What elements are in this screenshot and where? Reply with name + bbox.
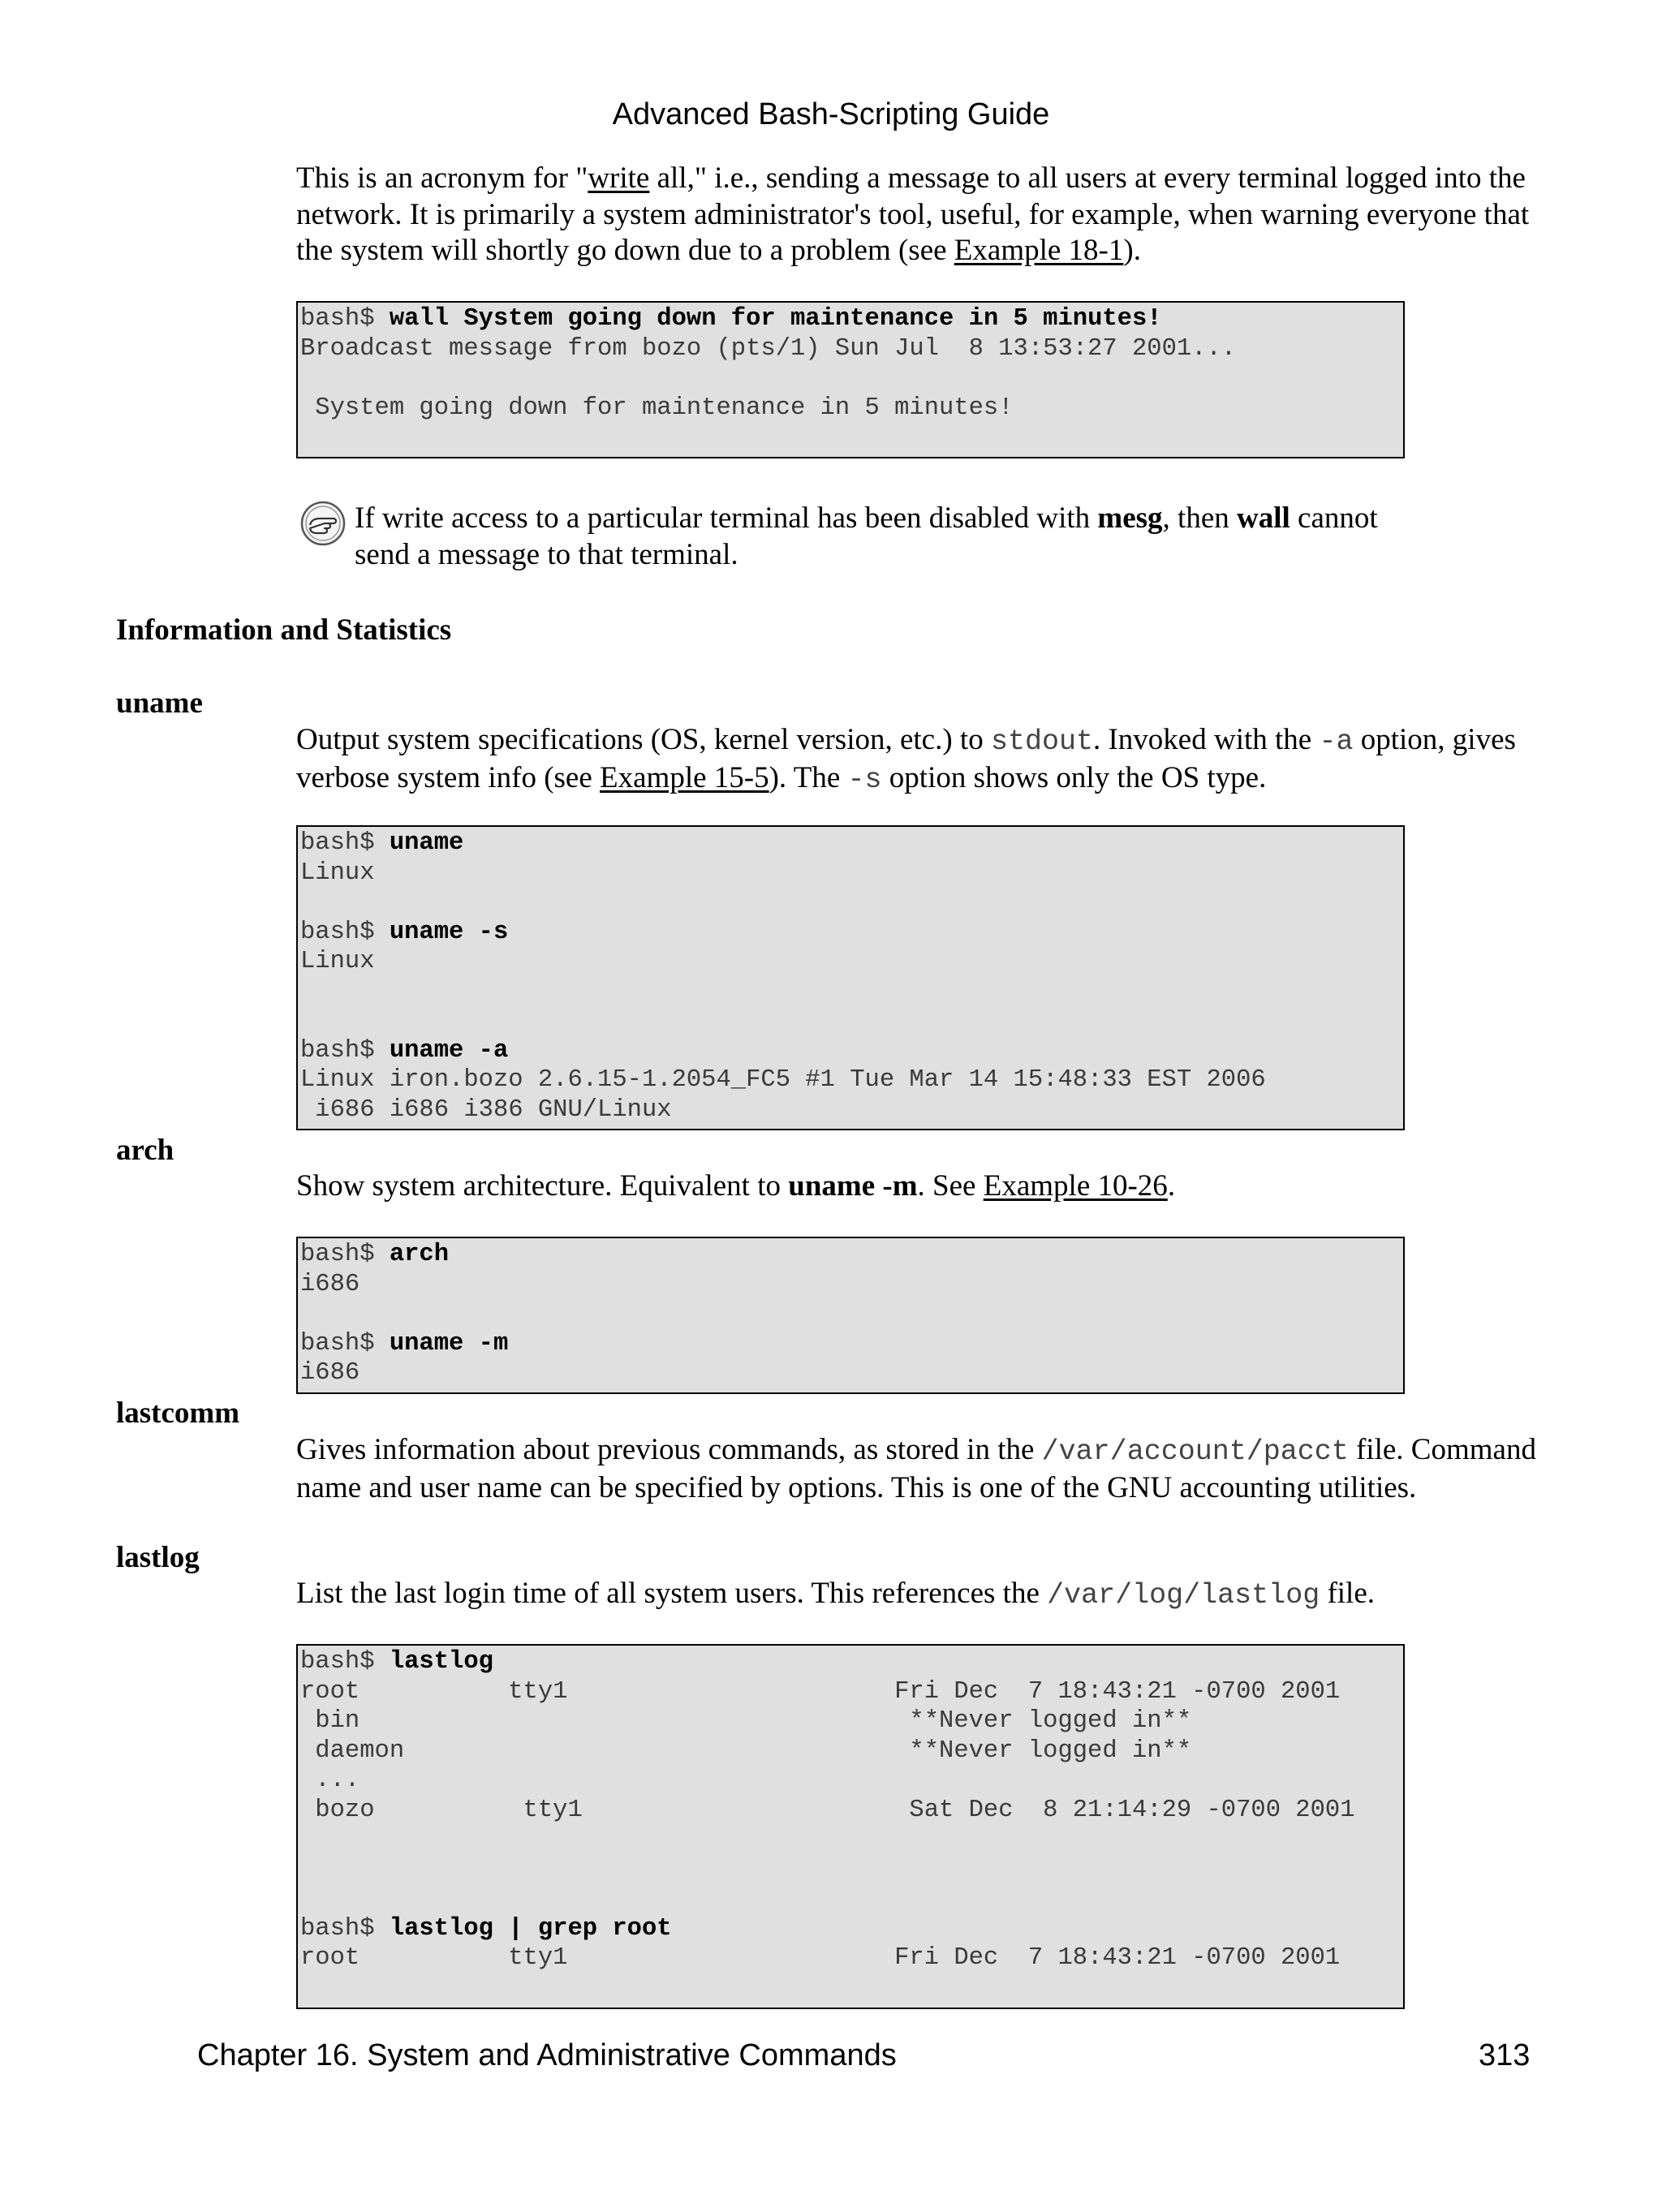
term-arch: arch xyxy=(116,1134,174,1167)
uname-description: Output system specifications (OS, kernel version, etc.) to stdout. Invoked with the -a option, gives verbose system info (see Example 15-5). The -s option shows only the OS type. xyxy=(296,723,1516,796)
lastlog-description: List the last login time of all system users. This references the /var/log/lastlog file. xyxy=(296,1577,1376,1612)
term-lastlog: lastlog xyxy=(116,1541,200,1574)
lastlog-row: ... xyxy=(300,1767,360,1794)
section-title: Information and Statistics xyxy=(116,613,452,647)
lastlog-row: root tty1 Fri Dec 7 18:43:21 -0700 2001 xyxy=(300,1677,1341,1706)
arch-description: Show system architecture. Equivalent to uname -m. See Example 10-26. xyxy=(296,1169,1176,1203)
example-15-5-link[interactable]: Example 15-5 xyxy=(600,760,769,794)
pointing-hand-icon xyxy=(300,501,346,546)
lastlog-row: daemon **Never logged in** xyxy=(300,1736,1192,1765)
lastcomm-description: Gives information about previous commands, as stored in the /var/account/pacct file. Command name and user name can be specified by options. This is one of the GNU accounting utilities. xyxy=(296,1433,1536,1504)
wall-description: This is an acronym for "write all," i.e., sending a message to all users at every terminal logged into the network. It is primarily a system administrator's tool, useful, for example, when warning everyone that the system will shortly go down due to a problem (see Example 18-1). xyxy=(296,161,1530,267)
example-10-26-link[interactable]: Example 10-26 xyxy=(983,1169,1168,1203)
lastlog-row: bin **Never logged in** xyxy=(300,1707,1192,1735)
term-lastcomm: lastcomm xyxy=(116,1396,240,1430)
write-link[interactable]: write xyxy=(588,161,650,195)
lastlog-code-block: bash$ lastlog root tty1 Fri Dec 7 18:43:21 -0700 2001 bin **Never logged in** daemon **Never logged in** ... bozo tty1 Sat Dec 8 21:14:29 -0700 2001 bash$ lastlog | grep root root tty1 Fri Dec 7 18:43:21 -0700 2001 xyxy=(296,1644,1405,2009)
arch-code-block: bash$ arch i686 bash$ uname -m i686 xyxy=(296,1237,1405,1394)
lastlog-row: bozo tty1 Sat Dec 8 21:14:29 -0700 2001 xyxy=(300,1796,1355,1824)
uname-code-block: bash$ uname Linux bash$ uname -s Linux bash$ uname -a Linux iron.bozo 2.6.15-1.2054_FC5 #1 Tue Mar 14 15:48:33 EST 2006 i686 i686 i386 GNU/Linux xyxy=(296,825,1405,1130)
term-uname: uname xyxy=(116,686,203,720)
footer-chapter: Chapter 16. System and Administrative Commands xyxy=(197,2038,897,2072)
page-number: 313 xyxy=(1479,2038,1531,2072)
wall-code-block: bash$ wall System going down for maintenance in 5 minutes! Broadcast message from bozo (pts/1) Sun Jul 8 13:53:27 2001... System going down for maintenance in 5 minutes! xyxy=(296,301,1405,458)
note-text: If write access to a particular terminal has been disabled with mesg, then wall cannot send a message to that terminal. xyxy=(355,501,1378,571)
running-header: Advanced Bash-Scripting Guide xyxy=(612,97,1050,131)
example-18-1-link[interactable]: Example 18-1 xyxy=(954,234,1124,267)
